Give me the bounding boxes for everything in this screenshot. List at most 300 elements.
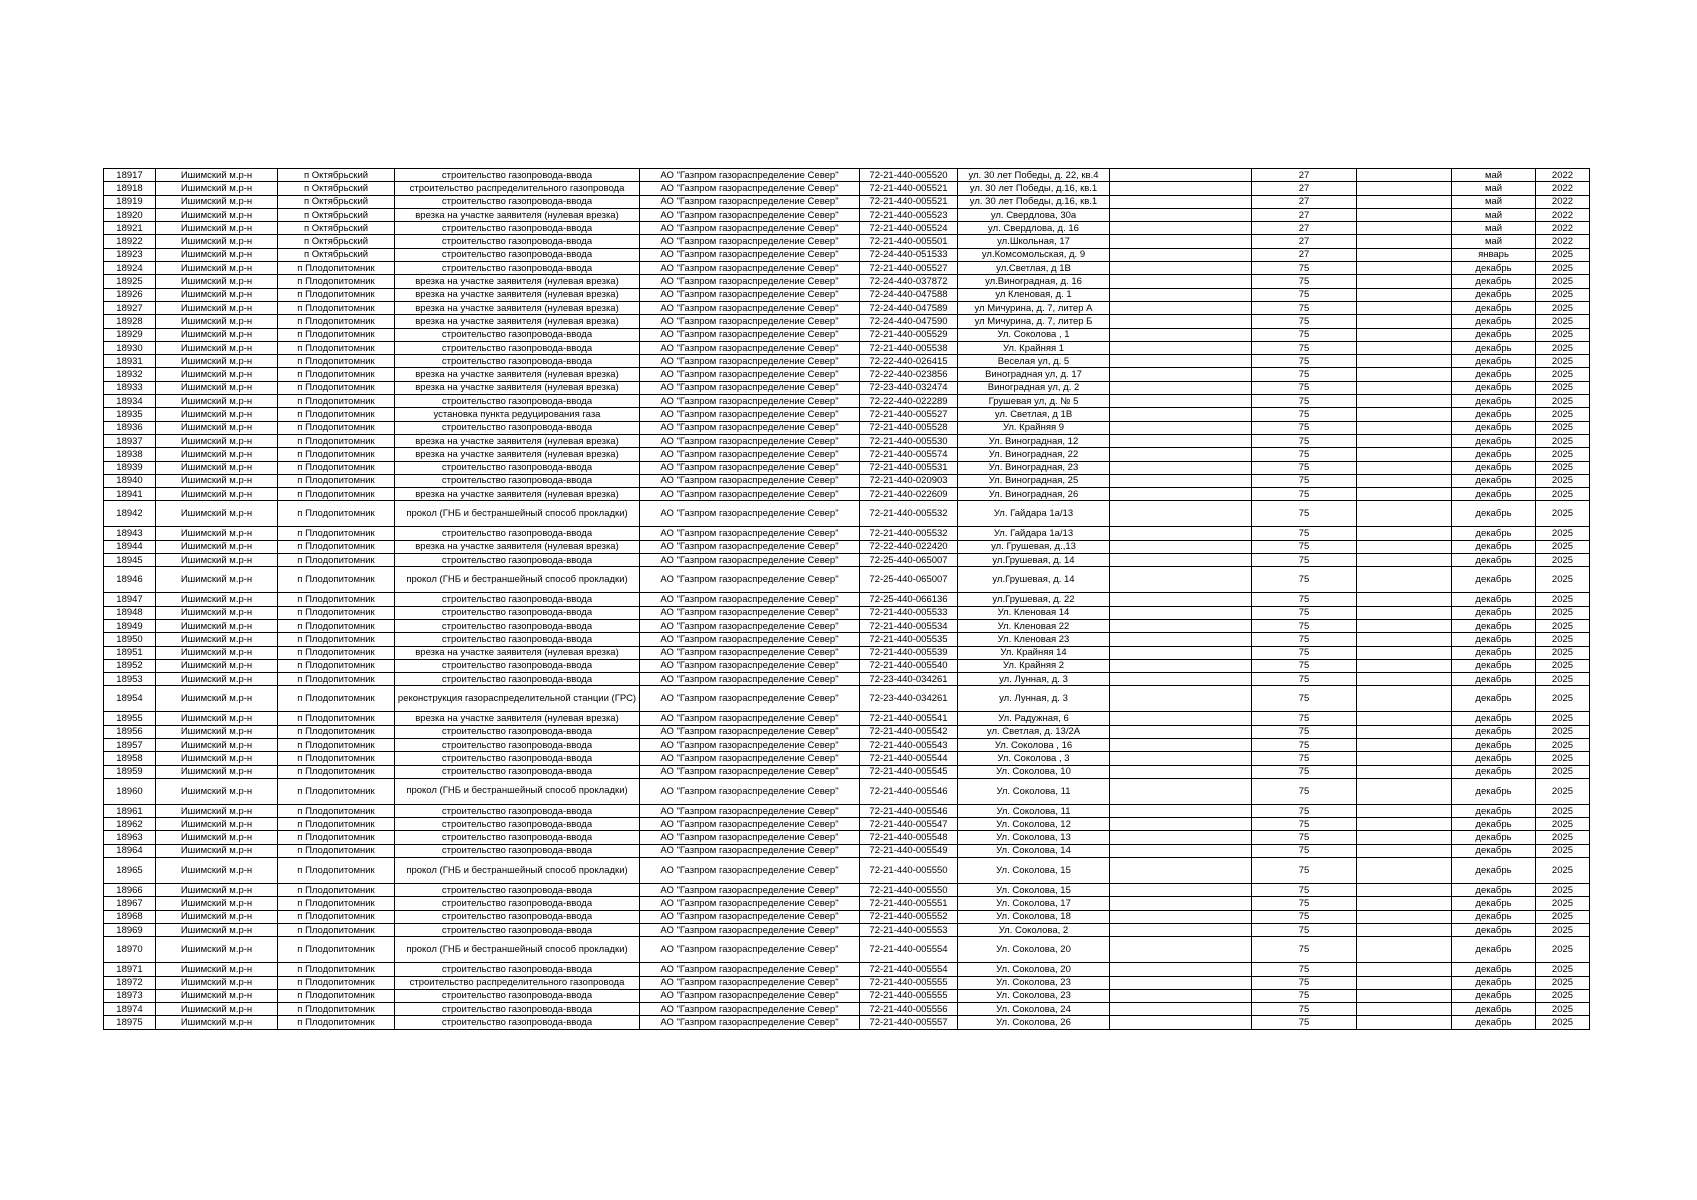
address-cell: ул. Лунная, д. 3 [958, 673, 1110, 686]
year-cell: 2025 [1536, 554, 1590, 567]
organization-cell: АО "Газпром газораспределение Север" [640, 262, 860, 275]
month-cell: декабрь [1452, 897, 1536, 910]
empty-cell [1357, 858, 1452, 884]
empty-cell [1357, 633, 1452, 646]
organization-cell: АО "Газпром газораспределение Север" [640, 288, 860, 301]
district-cell: Ишимский м.р-н [156, 182, 278, 195]
application-number-cell: 72-24-440-047588 [860, 288, 958, 301]
table-row [104, 288, 1590, 301]
table-row [104, 195, 1590, 208]
empty-cell [1110, 1003, 1252, 1016]
work-type-cell: строительство газопровода-ввода [395, 659, 640, 672]
table-row [104, 673, 1590, 686]
organization-cell: АО "Газпром газораспределение Север" [640, 858, 860, 884]
work-type-cell: врезка на участке заявителя (нулевая врезка) [395, 381, 640, 394]
settlement-cell: п Плодопитомник [278, 910, 395, 923]
settlement-cell: п Плодопитомник [278, 844, 395, 857]
address-cell: ул.Школьная, 17 [958, 235, 1110, 248]
work-type-cell: прокол (ГНБ и бестраншейный способ прокладки) [395, 567, 640, 593]
month-cell: декабрь [1452, 1003, 1536, 1016]
row-number-cell: 18921 [104, 222, 156, 235]
application-number-cell: 72-25-440-065007 [860, 554, 958, 567]
application-number-cell: 72-21-440-005523 [860, 208, 958, 221]
empty-cell [1357, 712, 1452, 725]
empty-cell [1110, 434, 1252, 447]
month-cell: декабрь [1452, 686, 1536, 712]
empty-cell [1110, 208, 1252, 221]
application-number-cell: 72-21-440-005557 [860, 1016, 958, 1029]
row-number-cell: 18949 [104, 619, 156, 632]
year-cell: 2025 [1536, 619, 1590, 632]
work-type-cell: строительство газопровода-ввода [395, 844, 640, 857]
empty-cell [1357, 248, 1452, 261]
district-cell: Ишимский м.р-н [156, 501, 278, 527]
month-cell: декабрь [1452, 540, 1536, 553]
month-cell: январь [1452, 248, 1536, 261]
empty-cell [1110, 368, 1252, 381]
year-cell: 2025 [1536, 897, 1590, 910]
application-number-cell: 72-21-440-005539 [860, 646, 958, 659]
empty-cell [1357, 673, 1452, 686]
settlement-cell: п Плодопитомник [278, 712, 395, 725]
empty-cell [1110, 633, 1252, 646]
address-cell: Ул. Радужная, 6 [958, 712, 1110, 725]
empty-cell [1357, 923, 1452, 936]
address-cell: ул Мичурина, д. 7, литер Б [958, 315, 1110, 328]
table-body [104, 169, 1590, 1030]
row-number-cell: 18938 [104, 448, 156, 461]
empty-cell [1357, 897, 1452, 910]
year-cell: 2025 [1536, 421, 1590, 434]
year-cell: 2025 [1536, 712, 1590, 725]
organization-cell: АО "Газпром газораспределение Север" [640, 844, 860, 857]
district-cell: Ишимский м.р-н [156, 712, 278, 725]
organization-cell: АО "Газпром газораспределение Север" [640, 395, 860, 408]
organization-cell: АО "Газпром газораспределение Север" [640, 408, 860, 421]
organization-cell: АО "Газпром газораспределение Север" [640, 474, 860, 487]
empty-cell [1110, 315, 1252, 328]
month-cell: декабрь [1452, 673, 1536, 686]
empty-cell [1357, 659, 1452, 672]
year-cell: 2025 [1536, 686, 1590, 712]
settlement-cell: п Плодопитомник [278, 262, 395, 275]
address-cell: ул.Виноградная, д. 16 [958, 275, 1110, 288]
year-cell: 2025 [1536, 1003, 1590, 1016]
month-cell: декабрь [1452, 355, 1536, 368]
year-cell: 2025 [1536, 474, 1590, 487]
table-row [104, 474, 1590, 487]
application-number-cell: 72-21-440-005552 [860, 910, 958, 923]
row-number-cell: 18972 [104, 976, 156, 989]
empty-cell [1110, 646, 1252, 659]
application-number-cell: 72-21-440-005550 [860, 858, 958, 884]
value-cell: 75 [1252, 923, 1357, 936]
application-number-cell: 72-21-440-005555 [860, 976, 958, 989]
application-number-cell: 72-21-440-005574 [860, 448, 958, 461]
row-number-cell: 18931 [104, 355, 156, 368]
application-number-cell: 72-21-440-005550 [860, 884, 958, 897]
month-cell: декабрь [1452, 765, 1536, 778]
address-cell: Виноградная ул, д. 2 [958, 381, 1110, 394]
empty-cell [1110, 818, 1252, 831]
application-number-cell: 72-21-440-005543 [860, 738, 958, 751]
year-cell: 2025 [1536, 910, 1590, 923]
application-number-cell: 72-21-440-005556 [860, 1003, 958, 1016]
empty-cell [1357, 169, 1452, 182]
empty-cell [1110, 884, 1252, 897]
row-number-cell: 18940 [104, 474, 156, 487]
organization-cell: АО "Газпром газораспределение Север" [640, 195, 860, 208]
work-type-cell: врезка на участке заявителя (нулевая врезка) [395, 434, 640, 447]
table-row [104, 248, 1590, 261]
empty-cell [1357, 686, 1452, 712]
row-number-cell: 18920 [104, 208, 156, 221]
value-cell: 75 [1252, 738, 1357, 751]
settlement-cell: п Плодопитомник [278, 633, 395, 646]
settlement-cell: п Октябрьский [278, 222, 395, 235]
district-cell: Ишимский м.р-н [156, 248, 278, 261]
work-type-cell: строительство газопровода-ввода [395, 923, 640, 936]
address-cell: Ул. Соколова, 11 [958, 778, 1110, 804]
district-cell: Ишимский м.р-н [156, 619, 278, 632]
month-cell: декабрь [1452, 474, 1536, 487]
organization-cell: АО "Газпром газораспределение Север" [640, 725, 860, 738]
empty-cell [1357, 408, 1452, 421]
organization-cell: АО "Газпром газораспределение Север" [640, 963, 860, 976]
work-type-cell: врезка на участке заявителя (нулевая врезка) [395, 712, 640, 725]
application-number-cell: 72-24-440-037872 [860, 275, 958, 288]
empty-cell [1110, 844, 1252, 857]
district-cell: Ишимский м.р-н [156, 328, 278, 341]
empty-cell [1110, 765, 1252, 778]
work-type-cell: строительство газопровода-ввода [395, 355, 640, 368]
empty-cell [1357, 222, 1452, 235]
row-number-cell: 18947 [104, 593, 156, 606]
empty-cell [1357, 195, 1452, 208]
table-row [104, 923, 1590, 936]
year-cell: 2025 [1536, 659, 1590, 672]
year-cell: 2025 [1536, 341, 1590, 354]
year-cell: 2025 [1536, 884, 1590, 897]
value-cell: 75 [1252, 474, 1357, 487]
table-row [104, 989, 1590, 1002]
application-number-cell: 72-21-440-005547 [860, 818, 958, 831]
month-cell: декабрь [1452, 301, 1536, 314]
row-number-cell: 18924 [104, 262, 156, 275]
month-cell: декабрь [1452, 858, 1536, 884]
value-cell: 27 [1252, 235, 1357, 248]
settlement-cell: п Плодопитомник [278, 368, 395, 381]
year-cell: 2022 [1536, 195, 1590, 208]
row-number-cell: 18918 [104, 182, 156, 195]
organization-cell: АО "Газпром газораспределение Север" [640, 1016, 860, 1029]
year-cell: 2025 [1536, 527, 1590, 540]
empty-cell [1357, 606, 1452, 619]
empty-cell [1110, 619, 1252, 632]
table-row [104, 725, 1590, 738]
organization-cell: АО "Газпром газораспределение Север" [640, 461, 860, 474]
empty-cell [1110, 169, 1252, 182]
district-cell: Ишимский м.р-н [156, 633, 278, 646]
district-cell: Ишимский м.р-н [156, 910, 278, 923]
empty-cell [1110, 262, 1252, 275]
district-cell: Ишимский м.р-н [156, 593, 278, 606]
row-number-cell: 18966 [104, 884, 156, 897]
district-cell: Ишимский м.р-н [156, 527, 278, 540]
year-cell: 2025 [1536, 831, 1590, 844]
table-row [104, 593, 1590, 606]
address-cell: Ул. Крайняя 9 [958, 421, 1110, 434]
work-type-cell: прокол (ГНБ и бестраншейный способ прокладки) [395, 858, 640, 884]
application-number-cell: 72-21-440-005534 [860, 619, 958, 632]
year-cell: 2025 [1536, 248, 1590, 261]
settlement-cell: п Плодопитомник [278, 606, 395, 619]
work-type-cell: врезка на участке заявителя (нулевая врезка) [395, 646, 640, 659]
empty-cell [1357, 976, 1452, 989]
table-row [104, 646, 1590, 659]
row-number-cell: 18970 [104, 937, 156, 963]
row-number-cell: 18933 [104, 381, 156, 394]
empty-cell [1357, 554, 1452, 567]
empty-cell [1357, 501, 1452, 527]
value-cell: 75 [1252, 355, 1357, 368]
month-cell: декабрь [1452, 831, 1536, 844]
district-cell: Ишимский м.р-н [156, 474, 278, 487]
month-cell: декабрь [1452, 633, 1536, 646]
district-cell: Ишимский м.р-н [156, 461, 278, 474]
district-cell: Ишимский м.р-н [156, 923, 278, 936]
month-cell: декабрь [1452, 275, 1536, 288]
table-row [104, 765, 1590, 778]
value-cell: 75 [1252, 488, 1357, 501]
application-number-cell: 72-25-440-066136 [860, 593, 958, 606]
empty-cell [1357, 1016, 1452, 1029]
organization-cell: АО "Газпром газораспределение Север" [640, 659, 860, 672]
year-cell: 2025 [1536, 989, 1590, 1002]
empty-cell [1357, 725, 1452, 738]
work-type-cell: строительство газопровода-ввода [395, 328, 640, 341]
address-cell: ул. Грушевая, д.,13 [958, 540, 1110, 553]
district-cell: Ишимский м.р-н [156, 858, 278, 884]
work-type-cell: строительство газопровода-ввода [395, 421, 640, 434]
row-number-cell: 18948 [104, 606, 156, 619]
value-cell: 27 [1252, 195, 1357, 208]
empty-cell [1110, 182, 1252, 195]
address-cell: Ул. Виноградная, 22 [958, 448, 1110, 461]
month-cell: декабрь [1452, 488, 1536, 501]
organization-cell: АО "Газпром газораспределение Север" [640, 527, 860, 540]
application-number-cell: 72-21-440-005535 [860, 633, 958, 646]
address-cell: Ул. Соколова, 17 [958, 897, 1110, 910]
application-number-cell: 72-21-440-005549 [860, 844, 958, 857]
table-row [104, 328, 1590, 341]
settlement-cell: п Плодопитомник [278, 646, 395, 659]
empty-cell [1357, 844, 1452, 857]
address-cell: Ул. Крайняя 1 [958, 341, 1110, 354]
organization-cell: АО "Газпром газораспределение Север" [640, 884, 860, 897]
year-cell: 2025 [1536, 593, 1590, 606]
organization-cell: АО "Газпром газораспределение Север" [640, 778, 860, 804]
month-cell: май [1452, 208, 1536, 221]
work-type-cell: прокол (ГНБ и бестраншейный способ прокладки) [395, 937, 640, 963]
empty-cell [1110, 474, 1252, 487]
district-cell: Ишимский м.р-н [156, 963, 278, 976]
table-row [104, 897, 1590, 910]
table-row [104, 633, 1590, 646]
district-cell: Ишимский м.р-н [156, 235, 278, 248]
district-cell: Ишимский м.р-н [156, 488, 278, 501]
empty-cell [1110, 725, 1252, 738]
empty-cell [1110, 341, 1252, 354]
row-number-cell: 18944 [104, 540, 156, 553]
work-type-cell: врезка на участке заявителя (нулевая врезка) [395, 301, 640, 314]
empty-cell [1110, 831, 1252, 844]
empty-cell [1357, 288, 1452, 301]
district-cell: Ишимский м.р-н [156, 606, 278, 619]
empty-cell [1357, 421, 1452, 434]
month-cell: декабрь [1452, 659, 1536, 672]
empty-cell [1110, 673, 1252, 686]
district-cell: Ишимский м.р-н [156, 752, 278, 765]
address-cell: Ул. Соколова , 16 [958, 738, 1110, 751]
organization-cell: АО "Газпром газораспределение Север" [640, 355, 860, 368]
settlement-cell: п Плодопитомник [278, 593, 395, 606]
district-cell: Ишимский м.р-н [156, 1003, 278, 1016]
work-type-cell: строительство газопровода-ввода [395, 804, 640, 817]
empty-cell [1357, 910, 1452, 923]
year-cell: 2025 [1536, 461, 1590, 474]
settlement-cell: п Плодопитомник [278, 381, 395, 394]
row-number-cell: 18954 [104, 686, 156, 712]
table-row [104, 554, 1590, 567]
value-cell: 75 [1252, 368, 1357, 381]
district-cell: Ишимский м.р-н [156, 673, 278, 686]
settlement-cell: п Плодопитомник [278, 778, 395, 804]
application-number-cell: 72-21-440-005532 [860, 501, 958, 527]
year-cell: 2025 [1536, 540, 1590, 553]
district-cell: Ишимский м.р-н [156, 368, 278, 381]
settlement-cell: п Плодопитомник [278, 818, 395, 831]
address-cell: Ул. Соколова, 14 [958, 844, 1110, 857]
empty-cell [1110, 752, 1252, 765]
empty-cell [1110, 275, 1252, 288]
value-cell: 75 [1252, 831, 1357, 844]
empty-cell [1110, 461, 1252, 474]
district-cell: Ишимский м.р-н [156, 315, 278, 328]
empty-cell [1357, 341, 1452, 354]
value-cell: 75 [1252, 989, 1357, 1002]
settlement-cell: п Октябрьский [278, 248, 395, 261]
row-number-cell: 18923 [104, 248, 156, 261]
table-row [104, 858, 1590, 884]
value-cell: 75 [1252, 341, 1357, 354]
organization-cell: АО "Газпром газораспределение Север" [640, 301, 860, 314]
work-type-cell: врезка на участке заявителя (нулевая врезка) [395, 315, 640, 328]
application-number-cell: 72-21-440-005530 [860, 434, 958, 447]
month-cell: декабрь [1452, 976, 1536, 989]
settlement-cell: п Плодопитомник [278, 752, 395, 765]
year-cell: 2025 [1536, 288, 1590, 301]
settlement-cell: п Плодопитомник [278, 673, 395, 686]
value-cell: 75 [1252, 567, 1357, 593]
empty-cell [1357, 448, 1452, 461]
address-cell: Ул. Соколова, 2 [958, 923, 1110, 936]
district-cell: Ишимский м.р-н [156, 844, 278, 857]
settlement-cell: п Плодопитомник [278, 554, 395, 567]
row-number-cell: 18943 [104, 527, 156, 540]
settlement-cell: п Плодопитомник [278, 619, 395, 632]
work-type-cell: строительство газопровода-ввода [395, 169, 640, 182]
year-cell: 2025 [1536, 262, 1590, 275]
organization-cell: АО "Газпром газораспределение Север" [640, 897, 860, 910]
district-cell: Ишимский м.р-н [156, 554, 278, 567]
year-cell: 2025 [1536, 501, 1590, 527]
work-type-cell: строительство газопровода-ввода [395, 752, 640, 765]
row-number-cell: 18935 [104, 408, 156, 421]
work-type-cell: реконструкция газораспределительной станции (ГРС) [395, 686, 640, 712]
organization-cell: АО "Газпром газораспределение Север" [640, 208, 860, 221]
empty-cell [1110, 976, 1252, 989]
value-cell: 75 [1252, 381, 1357, 394]
district-cell: Ишимский м.р-н [156, 208, 278, 221]
address-cell: Ул. Виноградная, 26 [958, 488, 1110, 501]
row-number-cell: 18929 [104, 328, 156, 341]
empty-cell [1357, 765, 1452, 778]
row-number-cell: 18936 [104, 421, 156, 434]
settlement-cell: п Плодопитомник [278, 540, 395, 553]
value-cell: 75 [1252, 288, 1357, 301]
row-number-cell: 18962 [104, 818, 156, 831]
district-cell: Ишимский м.р-н [156, 659, 278, 672]
table-row [104, 421, 1590, 434]
organization-cell: АО "Газпром газораспределение Север" [640, 222, 860, 235]
address-cell: ул.Светлая, д 1В [958, 262, 1110, 275]
settlement-cell: п Плодопитомник [278, 315, 395, 328]
address-cell: Ул. Соколова , 3 [958, 752, 1110, 765]
table-row [104, 461, 1590, 474]
settlement-cell: п Плодопитомник [278, 355, 395, 368]
empty-cell [1110, 963, 1252, 976]
row-number-cell: 18968 [104, 910, 156, 923]
month-cell: декабрь [1452, 328, 1536, 341]
empty-cell [1357, 884, 1452, 897]
application-number-cell: 72-24-440-047589 [860, 301, 958, 314]
value-cell: 75 [1252, 858, 1357, 884]
value-cell: 75 [1252, 686, 1357, 712]
work-type-cell: строительство газопровода-ввода [395, 673, 640, 686]
row-number-cell: 18952 [104, 659, 156, 672]
district-cell: Ишимский м.р-н [156, 395, 278, 408]
address-cell: Ул. Соколова, 20 [958, 963, 1110, 976]
table-row [104, 395, 1590, 408]
empty-cell [1110, 222, 1252, 235]
settlement-cell: п Плодопитомник [278, 765, 395, 778]
empty-cell [1357, 646, 1452, 659]
district-cell: Ишимский м.р-н [156, 989, 278, 1002]
year-cell: 2025 [1536, 804, 1590, 817]
value-cell: 75 [1252, 633, 1357, 646]
address-cell: Ул. Кленовая 23 [958, 633, 1110, 646]
year-cell: 2025 [1536, 606, 1590, 619]
empty-cell [1357, 937, 1452, 963]
address-cell: Ул. Крайняя 2 [958, 659, 1110, 672]
settlement-cell: п Плодопитомник [278, 686, 395, 712]
month-cell: декабрь [1452, 593, 1536, 606]
district-cell: Ишимский м.р-н [156, 169, 278, 182]
application-number-cell: 72-22-440-023856 [860, 368, 958, 381]
settlement-cell: п Плодопитомник [278, 474, 395, 487]
settlement-cell: п Плодопитомник [278, 659, 395, 672]
